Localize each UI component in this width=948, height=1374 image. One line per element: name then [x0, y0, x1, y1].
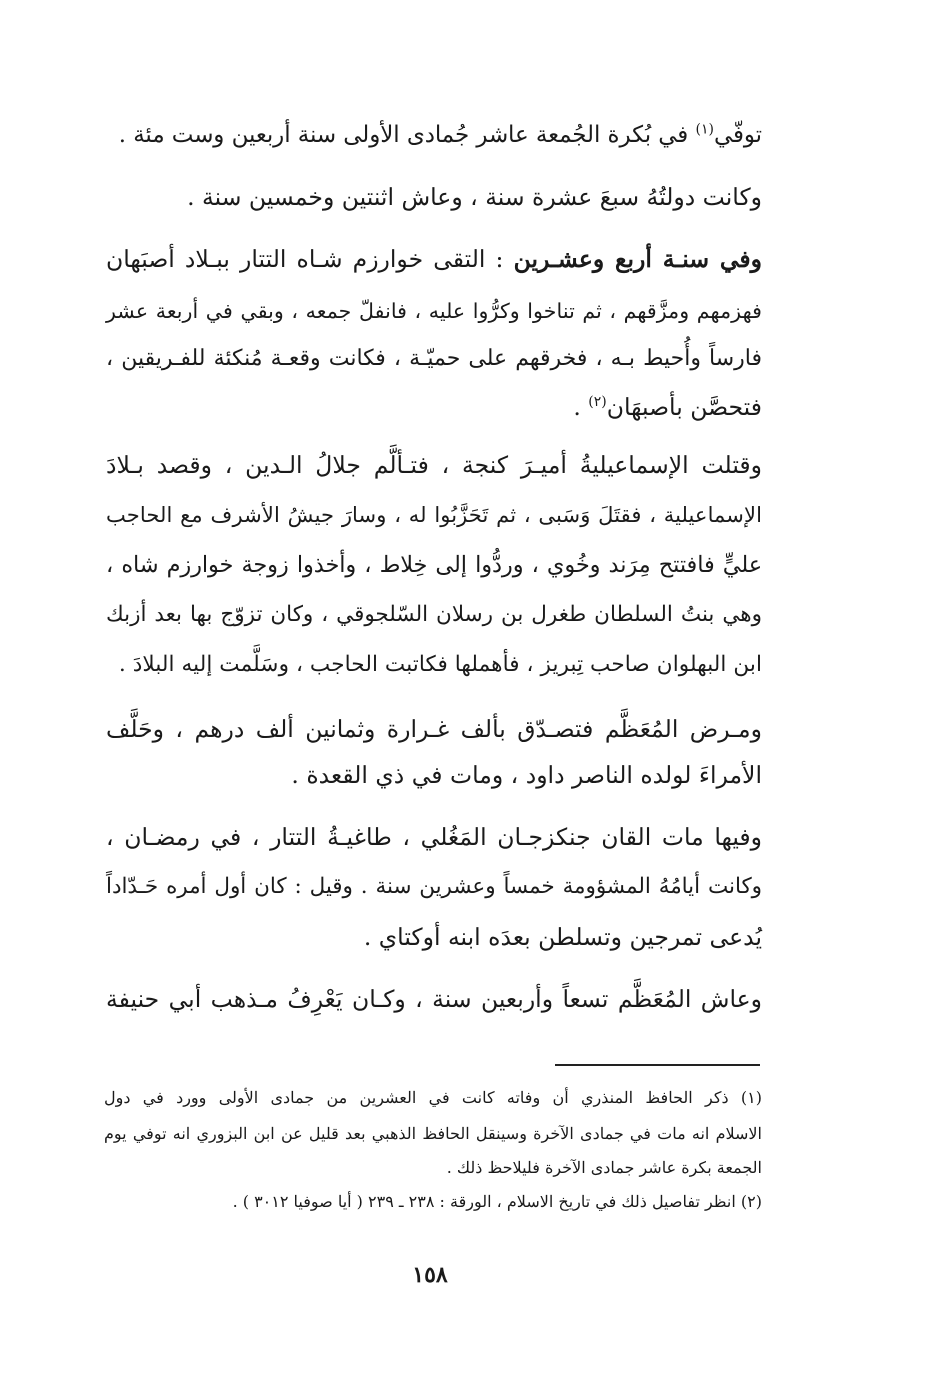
text-run: توفّي: [713, 122, 762, 148]
text-line: وهي بنتُ السلطان طغرل بن رسلان السّلجوقي ، وكان تزوّج بها بعد أزبك: [106, 602, 762, 627]
text-line: وفيها مات القان جنكزجـان المَغُلي ، طاغيـةُ التتار ، في رمضـان ،: [106, 823, 762, 851]
footnote-line: الاسلام انه مات في جمادى الآخرة وسينقل الحافظ الذهبي بعد قليل عن ابن البزوري انه توفي يوم: [104, 1124, 762, 1143]
footnote-line: الجمعة بكرة عاشر جمادى الآخرة فليلاحظ ذلك .: [446, 1158, 762, 1177]
text-line: فارساً وأُحيط بـه ، فخرقهم على حميّـة ، فكانت وقعـة مُنكئة للفـريقين ،: [106, 346, 762, 371]
footnote-marker: (٢): [588, 394, 607, 411]
page-number: ١٥٨: [412, 1262, 448, 1288]
text-line: ومـرض المُعَظَّم فتصـدّق بألف غـرارة وثمانين ألف درهم ، وحَلَّف: [106, 715, 762, 743]
text-line: وعاش المُعَظَّم تسعاً وأربعين سنة ، وكـان يَعْرِفُ مـذهب أبي حنيفة: [106, 985, 762, 1013]
footnote-line: (٢) انظر تفاصيل ذلك في تاريخ الاسلام ، الورقة : ٢٣٨ ـ ٢٣٩ ( أيا صوفيا ٣٠١٢ ) .: [232, 1192, 762, 1211]
text-line: يُدعى تمرجين وتسلطن بعدَه ابنه أوكتاي .: [363, 923, 762, 951]
footnote-separator: [555, 1064, 760, 1066]
text-run: : التقى خوارزم شـاه التتار ببـلاد أصبَهان: [106, 245, 514, 273]
text-line: وقتلت الإسماعيليةُ أميـرَ كنجة ، فتـألَّم جلالُ الـدين ، وقصد بـلادَ: [106, 451, 762, 479]
footnote-line: (١) ذكر الحافظ المنذري أن وفاته كانت في العشرين من جمادى الأولى وورد في دول: [104, 1088, 762, 1107]
text-line: وكانت دولتُهُ سبعَ عشرة سنة ، وعاش اثنتين وخمسين سنة .: [187, 183, 762, 211]
text-line: الأمراءَ لولده الناصر داود ، ومات في ذي القعدة .: [291, 761, 762, 789]
text-line: [106, 116, 762, 154]
text-line: عليٍّ فافتتح مِرَند وخُوي ، وردُّوا إلى خِلاط ، وأخذوا زوجة خوارزم شاه ،: [106, 552, 762, 578]
text-line: فهزمهم ومزَّقهم ، ثم تناخوا وكرُّوا عليه ، فانفلّ جمعه ، وبقي في أربعة عشر: [106, 299, 762, 323]
text-line: ابن البهلوان صاحب تِبريز ، فأهملها فكاتبت الحاجب ، وسَلَّمت إليه البلادَ .: [118, 652, 762, 677]
text-run: .: [573, 393, 589, 421]
text-line: وكانت أيامُهُ المشؤومة خمساً وعشرين سنة . وقيل : كان أول أمره حَـدّاداً: [106, 874, 762, 899]
text-run: في بُكرة الجُمعة عاشر جُمادى الأولى سنة أربعين وست مئة .: [118, 122, 696, 148]
section-heading: وفي سنـة أربع وعشـرين: [513, 245, 762, 273]
text-run: فتحصَّن بأصبهَان: [606, 393, 762, 421]
text-line: الإسماعيلية ، فقتَلَ وَسَبى ، ثم تَحَزَّبُوا له ، وسارَ جيشُ الأشرف مع الحاجب: [106, 502, 762, 527]
text-line: [106, 240, 762, 278]
footnote-marker: (١): [695, 121, 714, 138]
text-line: [106, 388, 762, 426]
